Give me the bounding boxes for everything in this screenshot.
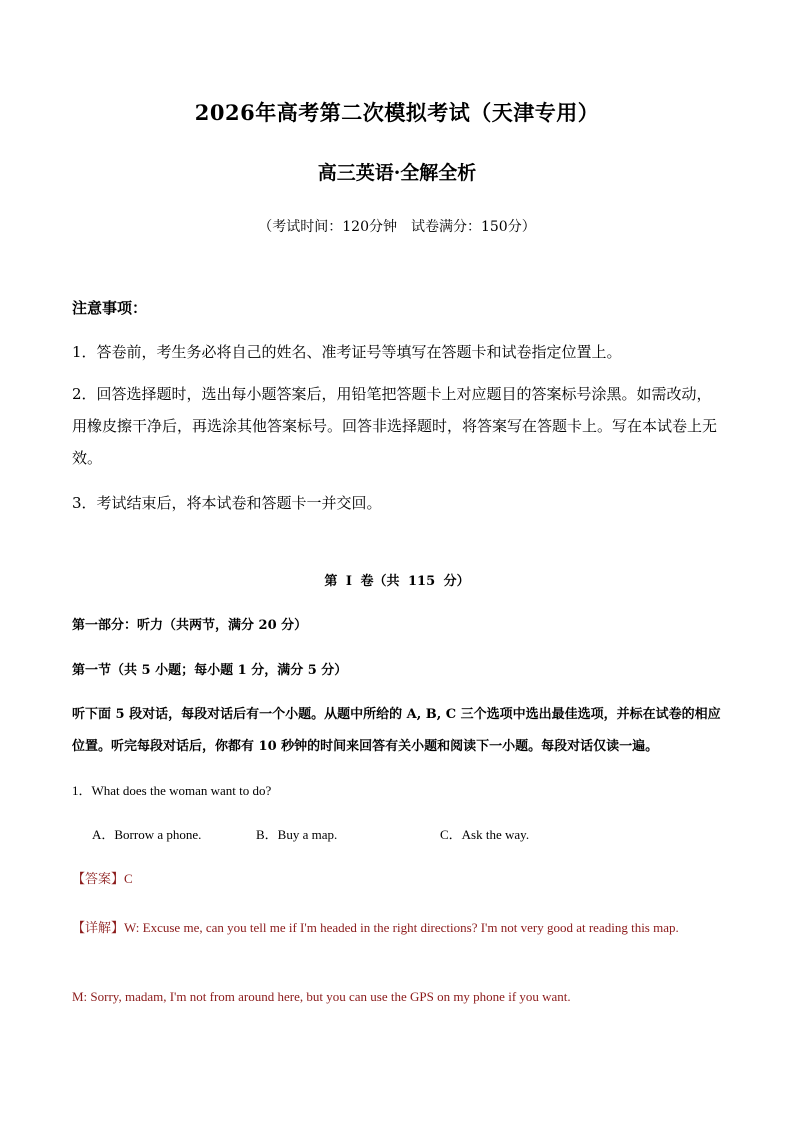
option-a: A．Borrow a phone. [92,827,202,842]
question-stem: 1．What does the woman want to do? [72,783,272,798]
option-c: C．Ask the way. [440,827,530,842]
listening-instruction: 听下面 5 段对话，每段对话后有一个小题。从题中所给的 A, B, C 三个选项中选出最佳选项，并标在试卷的相应位置。听完每段对话后，你都有 10 秒钟的时间来回答有关小题和阅读下一小题。每段对话仅读一遍。 [72,707,721,754]
section-title: 第 Ⅰ 卷（共 115 分） [324,574,470,589]
answer-line [72,868,133,887]
detail-paragraph [72,912,722,944]
notice-heading: 注意事项： [72,299,148,317]
exam-time-info: （考试时间：120分钟 试卷满分：150分） [258,219,536,235]
answer-value: C [124,871,133,886]
detail-text: W: Excuse me, can you tell me if I'm headed in the right directions? I'm not very good at reading this map. [124,920,679,935]
notice-item-3: 3．考试结束后，将本试卷和答题卡一并交回。 [72,494,382,512]
notice-item-1: 1．答卷前，考生务必将自己的姓名、准考证号等填写在答题卡和试卷指定位置上。 [72,343,622,361]
part-title: 第一部分：听力（共两节，满分 20 分） [72,618,308,633]
notice-item-2: 2．回答选择题时，选出每小题答案后，用铅笔把答题卡上对应题目的答案标号涂黑。如需改动，用橡皮擦干净后，再选涂其他答案标号。回答非选择题时，将答案写在答题卡上。写在本试卷上无效。 [72,385,718,467]
detail-label: 【详解】 [72,921,125,936]
page-subtitle: 高三英语·全解全析 [317,162,477,184]
dialog-line-2: M: Sorry, madam, I'm not from around here, but you can use the GPS on my phone if you want. [72,989,571,1004]
answer-label: 【答案】 [72,872,125,887]
option-b: B．Buy a map. [256,827,338,842]
page-title: 2026年高考第二次模拟考试（天津专用） [194,100,600,125]
sub-section-title: 第一节（共 5 小题；每小题 1 分，满分 5 分） [72,663,348,678]
